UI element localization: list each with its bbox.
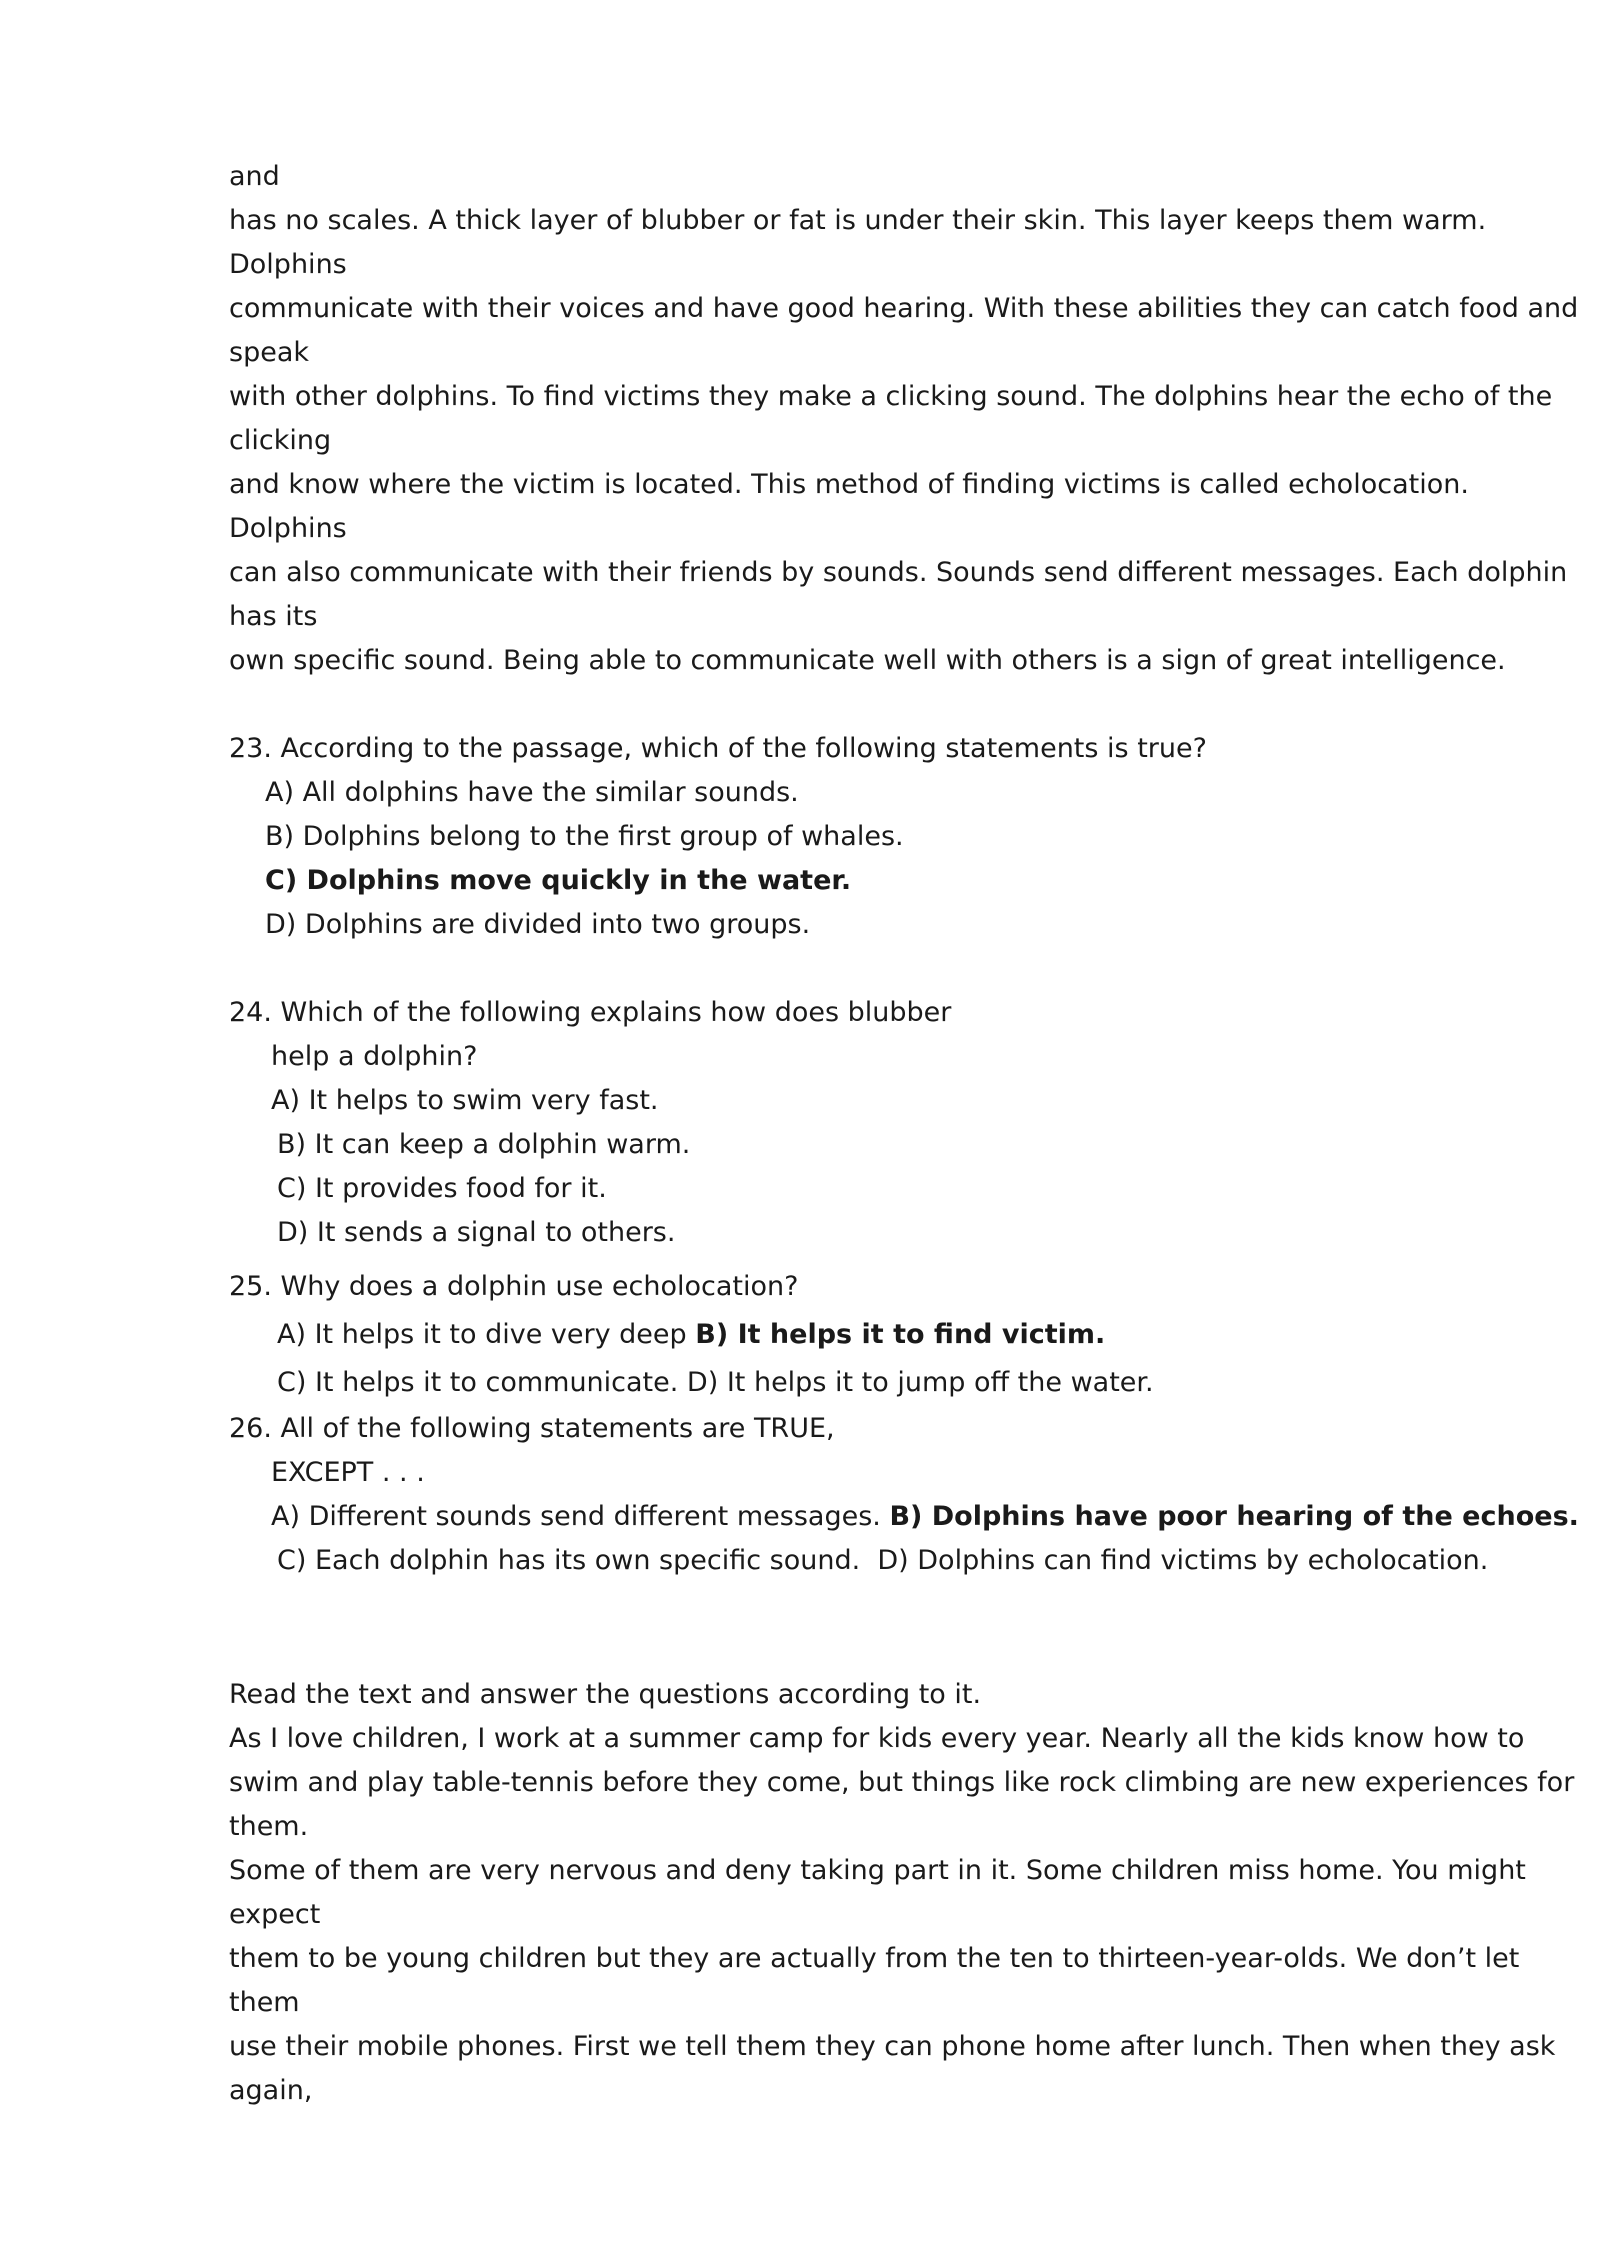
passage-line: speak: [229, 337, 309, 368]
passage-line: Some of them are very nervous and deny taking part in it. Some children miss home. You might: [229, 1855, 1526, 1886]
option-b-answer: B) It helps it to find victim.: [695, 1319, 1106, 1350]
passage-line: use their mobile phones. First we tell them they can phone home after lunch. Then when they ask: [229, 2031, 1556, 2062]
passage-line: and: [229, 161, 280, 192]
passage-line: again,: [229, 2075, 313, 2106]
options-row-2: [229, 1359, 1549, 1407]
options-row-2: [229, 1539, 1549, 1583]
question-text: 23. According to the passage, which of the following statements is true?: [229, 733, 1207, 764]
passage-line: communicate with their voices and have good hearing. With these abilities they can catch food and: [229, 293, 1579, 324]
spacer: [229, 1583, 1549, 1673]
option-a: A) Different sounds send different messages.: [271, 1501, 890, 1532]
question-text: 24. Which of the following explains how does blubber: [229, 997, 952, 1028]
question-24: [229, 991, 1549, 1255]
passage-dolphins: [229, 155, 1579, 683]
option-d: D) It sends a signal to others.: [277, 1217, 676, 1248]
option-d: D) It helps it to jump off the water.: [686, 1367, 1154, 1398]
passage-line: has its: [229, 601, 318, 632]
passage-instruction: Read the text and answer the questions according to it.: [229, 1679, 982, 1710]
passage-line: Dolphins: [229, 249, 347, 280]
spacer: [229, 683, 1549, 727]
option-a: A) All dolphins have the similar sounds.: [265, 777, 799, 808]
passage-line: Dolphins: [229, 513, 347, 544]
question-25: [229, 1263, 1549, 1407]
passage-line: can also communicate with their friends by sounds. Sounds send different messages. Each dolphin: [229, 557, 1568, 588]
passage-line: them to be young children but they are actually from the ten to thirteen-year-olds. We don’t let: [229, 1943, 1520, 1974]
passage-line: and know where the victim is located. This method of finding victims is called echolocation.: [229, 469, 1469, 500]
option-b: B) It can keep a dolphin warm.: [277, 1129, 691, 1160]
passage-line: them: [229, 1987, 300, 2018]
passage-line: As I love children, I work at a summer camp for kids every year. Nearly all the kids know how to: [229, 1723, 1525, 1754]
document-page: [229, 155, 1579, 2113]
question-text-continued: help a dolphin?: [271, 1041, 478, 1072]
spacer: [229, 1255, 1549, 1263]
question-text: 25. Why does a dolphin use echolocation?: [229, 1271, 799, 1302]
passage-line: expect: [229, 1899, 321, 1930]
question-text-continued: EXCEPT . . .: [271, 1457, 425, 1488]
options-row-1: [229, 1495, 1579, 1539]
passage-summer-camp: [229, 1673, 1575, 2113]
option-b: B) Dolphins belong to the first group of whales.: [265, 821, 904, 852]
option-c: C) Each dolphin has its own specific sound.: [277, 1545, 878, 1576]
question-text: 26. All of the following statements are TRUE,: [229, 1413, 835, 1444]
option-d: D) Dolphins are divided into two groups.: [265, 909, 811, 940]
spacer: [229, 947, 1549, 991]
options-row-1: [229, 1311, 1549, 1359]
option-a: A) It helps it to dive very deep: [277, 1319, 696, 1350]
question-26: [229, 1407, 1579, 1583]
passage-line: them.: [229, 1811, 309, 1842]
passage-line: with other dolphins. To find victims they make a clicking sound. The dolphins hear the echo of the: [229, 381, 1553, 412]
option-a: A) It helps to swim very fast.: [271, 1085, 659, 1116]
passage-line: swim and play table-tennis before they come, but things like rock climbing are new experiences for: [229, 1767, 1575, 1798]
option-b-answer: B) Dolphins have poor hearing of the echoes.: [889, 1501, 1579, 1532]
option-c: C) It provides food for it.: [277, 1173, 607, 1204]
passage-line: has no scales. A thick layer of blubber or fat is under their skin. This layer keeps them warm.: [229, 205, 1487, 236]
option-c-answer: C) Dolphins move quickly in the water.: [265, 865, 852, 896]
passage-line: clicking: [229, 425, 332, 456]
option-d: D) Dolphins can find victims by echolocation.: [877, 1545, 1489, 1576]
question-23: [229, 727, 1549, 947]
option-c: C) It helps it to communicate.: [277, 1367, 687, 1398]
passage-line: own specific sound. Being able to communicate well with others is a sign of great intelligence.: [229, 645, 1506, 676]
